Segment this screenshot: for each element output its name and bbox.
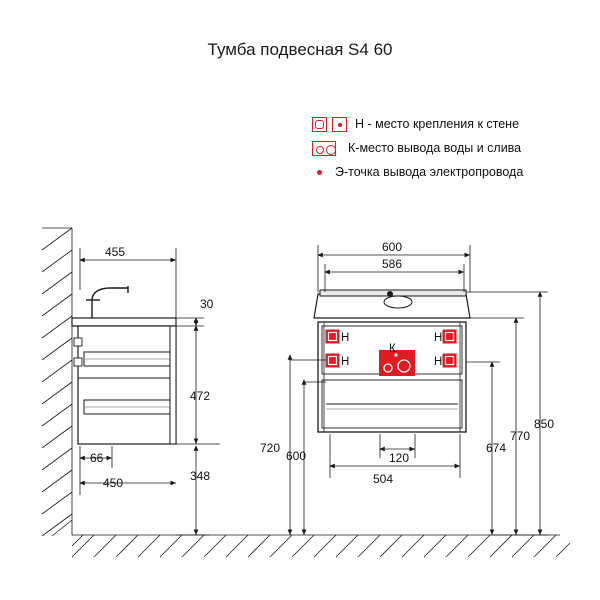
dim-850: 850 <box>534 417 555 431</box>
dim-504: 504 <box>373 472 394 486</box>
dim-600-width: 600 <box>382 240 403 254</box>
mark-label-h-top-right: Н <box>434 332 443 344</box>
legend-label-wall-mount: Н - место крепления к стене <box>355 117 520 131</box>
dim-450: 450 <box>103 476 124 490</box>
dim-120: 120 <box>389 451 410 465</box>
mark-label-h-top-left: Н <box>341 332 350 344</box>
floor-hatch <box>72 535 570 557</box>
dim-472: 472 <box>190 389 211 403</box>
dim-720: 720 <box>260 441 281 455</box>
mark-label-k: К <box>389 343 396 355</box>
dim-600-height: 600 <box>286 449 307 463</box>
legend-label-power-point: Э-точка вывода электропровода <box>335 165 524 179</box>
dim-30: 30 <box>200 297 214 311</box>
page-title: Тумба подвесная S4 60 <box>207 40 393 59</box>
dim-348: 348 <box>190 469 211 483</box>
dim-455: 455 <box>105 245 126 259</box>
dim-66: 66 <box>90 451 104 465</box>
mark-label-h-bottom-right: Н <box>434 356 443 368</box>
dim-674: 674 <box>486 441 507 455</box>
side-view <box>72 286 176 444</box>
faucet <box>86 286 128 318</box>
dim-770: 770 <box>510 429 531 443</box>
wall-hatch-left <box>42 228 72 536</box>
dim-586: 586 <box>382 257 403 271</box>
legend-label-water-outlet: К-место вывода воды и слива <box>348 141 522 155</box>
mark-label-h-bottom-left: Н <box>341 356 350 368</box>
